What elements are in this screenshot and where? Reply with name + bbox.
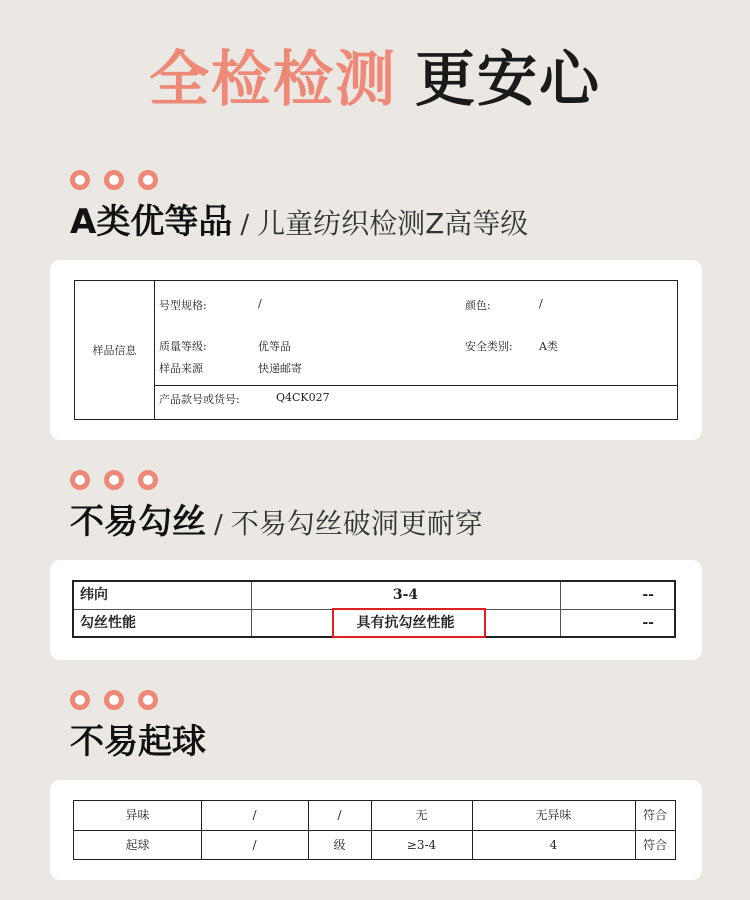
table-cell: 无	[415, 808, 428, 822]
model-label: 号型规格:	[159, 299, 207, 312]
safety-value: A类	[539, 340, 558, 353]
snag-row-value: 3-4	[392, 587, 419, 603]
decorative-dots	[70, 470, 158, 490]
flower-dot-icon	[70, 470, 90, 490]
section-title-snag	[70, 500, 483, 544]
table-cell: 符合	[642, 808, 667, 822]
sample-info-table	[74, 280, 678, 420]
color-value: /	[539, 297, 543, 310]
grade-label: 质量等级:	[159, 340, 207, 353]
section-title-main: A类优等品	[70, 202, 233, 242]
decorative-dots	[70, 690, 158, 710]
snag-test-table	[72, 580, 676, 638]
pilling-test-table	[73, 800, 676, 860]
flower-dot-icon	[70, 170, 90, 190]
page-headline	[0, 40, 750, 120]
flower-dot-icon	[138, 170, 158, 190]
table-cell: 4	[549, 838, 558, 852]
flower-dot-icon	[138, 470, 158, 490]
grade-value: 优等品	[258, 340, 291, 353]
snag-row-extra: --	[642, 615, 654, 631]
flower-dot-icon	[104, 470, 124, 490]
snag-test-card	[50, 560, 702, 660]
table-cell: /	[252, 808, 257, 822]
flower-dot-icon	[70, 690, 90, 710]
table-cell: 异味	[125, 808, 150, 822]
section-title-pilling	[70, 720, 206, 764]
decorative-dots	[70, 170, 158, 190]
table-cell: ≥3-4	[406, 838, 437, 852]
flower-dot-icon	[104, 690, 124, 710]
sample-info-card	[50, 260, 702, 440]
section-title-main: 不易起球	[70, 722, 206, 762]
table-divider	[155, 385, 677, 386]
table-cell: 起球	[125, 838, 150, 852]
model-value: /	[258, 297, 262, 310]
headline-dark: 更安心	[415, 45, 601, 115]
product-label: 产品款号或货号:	[159, 393, 240, 406]
flower-dot-icon	[104, 170, 124, 190]
table-cell: /	[337, 808, 342, 822]
flower-dot-icon	[138, 690, 158, 710]
table-cell: 符合	[642, 838, 667, 852]
table-cell: 无异味	[535, 808, 572, 822]
table-cell: /	[252, 838, 257, 852]
table-cell: 级	[333, 838, 346, 852]
highlight-box	[332, 608, 486, 638]
headline-accent: 全检检测	[149, 45, 397, 115]
snag-row-extra: --	[642, 587, 654, 603]
section-subtitle: 儿童纺织检测Z高等级	[257, 207, 529, 240]
section-title-main: 不易勾丝	[70, 502, 206, 542]
section-subtitle: 不易勾丝破洞更耐穿	[230, 507, 483, 540]
sample-info-header: 样品信息	[75, 281, 155, 419]
snag-row-label: 纬向	[80, 587, 108, 603]
snag-row-label: 勾丝性能	[80, 615, 136, 631]
color-label: 颜色:	[465, 299, 491, 312]
source-value: 快递邮寄	[258, 362, 302, 375]
section-title-grade	[70, 200, 528, 244]
safety-label: 安全类别:	[465, 340, 513, 353]
source-label: 样品来源	[159, 362, 203, 375]
product-value: Q4CK027	[276, 391, 330, 404]
pilling-test-card	[50, 780, 702, 880]
snag-row-value: 具有抗勾丝性能	[356, 615, 455, 631]
title-separator: /	[214, 510, 223, 540]
title-separator: /	[240, 210, 250, 240]
